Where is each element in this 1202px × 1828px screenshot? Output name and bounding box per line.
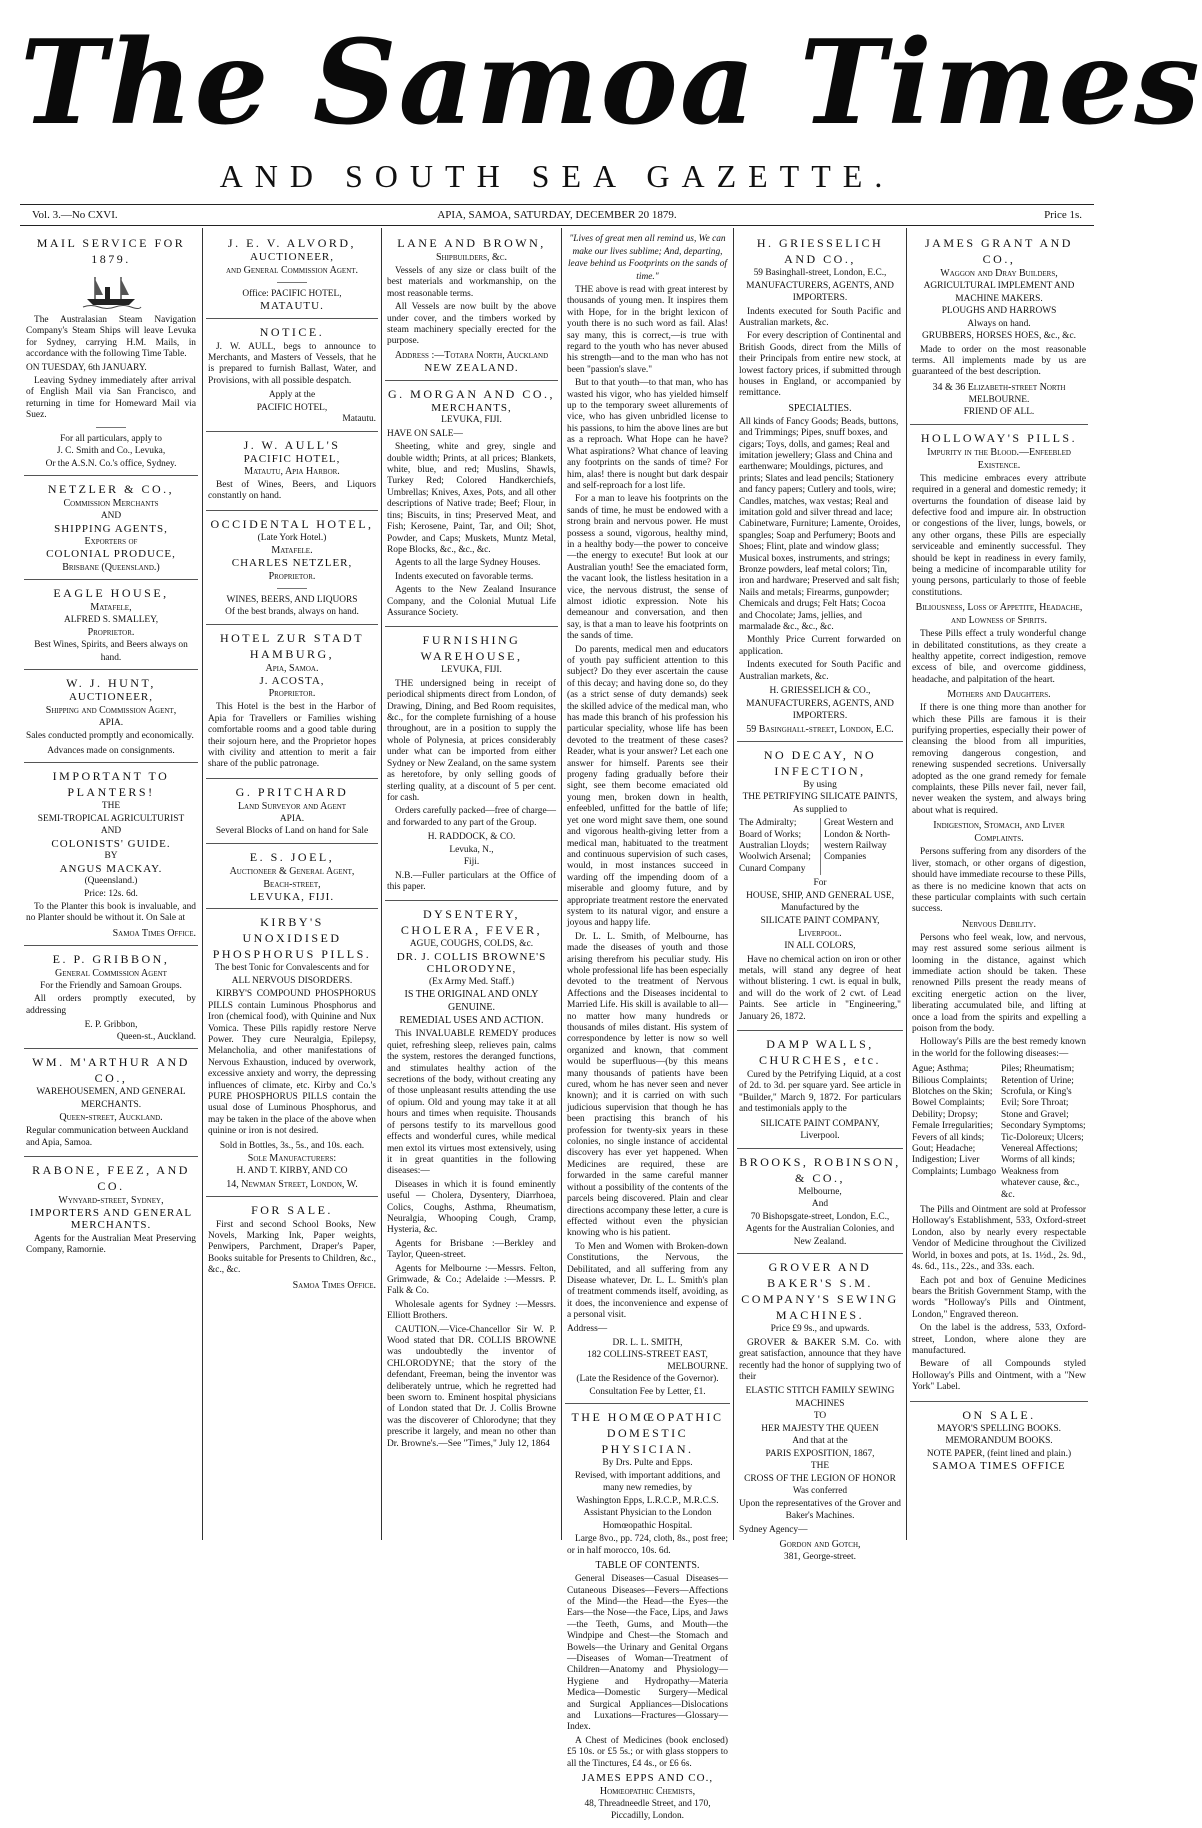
line: 14, Newman Street, London, W. (226, 1178, 358, 1190)
column-1 (24, 230, 198, 1540)
line: SILICATE PAINT COMPANY, (760, 915, 880, 926)
line: Or the A.S.N. Co.'s office, Sydney. (45, 458, 177, 469)
line: MAYOR'S SPELLING BOOKS. (936, 1423, 1062, 1434)
line: MATAUTU. (260, 300, 324, 312)
volume-number: Vol. 3.—No CXVI. (32, 209, 118, 221)
line: IN ALL COLORS, (784, 941, 856, 952)
line: FRIEND OF ALL. (963, 407, 1035, 418)
paragraph: But to that youth—to that man, who has wasted his vigor, who has yielded himself up to the temporary sweet allurements of vice, who has given unbridled license to his passions, to him the above lines are but as a reproach. What Hope can he have? What aspirations? What chance of leaving any footprints on the sands of time? For him, alas! there is nought but dark despair and self-reproach for a lost life. (567, 378, 728, 491)
line: (Late the Residence of the Governor). (576, 1374, 719, 1385)
line: ALFRED S. SMALLEY, (63, 614, 159, 625)
ad-chlorodyne (385, 901, 558, 1457)
price: Price 1s. (1044, 209, 1082, 221)
line: Biliousness, Loss of Appetite, Headache, and Lowness of Spirits. (915, 602, 1083, 627)
line: PARIS EXPOSITION, 1867, (765, 1448, 875, 1459)
line: (Late York Hotel.) (257, 532, 327, 543)
paragraph: First and second School Books, New Novels, Marking Ink, Paper weights, Penwipers, Parchment, Draper's Paper, Books suitable for Presents to Children, &c., &c., &c. (208, 1219, 376, 1276)
line: Address— (567, 1323, 608, 1334)
line: Liverpool. (798, 928, 842, 940)
line: 70 Bishopsgate-street, London, E.C., (750, 1211, 890, 1222)
ad-on-sale (910, 1402, 1088, 1478)
line: Office: PACIFIC HOTEL, (242, 288, 342, 299)
divider (277, 282, 307, 283)
line: MERCHANTS. (80, 1099, 142, 1110)
line: Impurity in the Blood.—Enfeebled Existence. (927, 446, 1071, 471)
line: COLONISTS' GUIDE. (51, 837, 171, 850)
ad-hunt (24, 670, 198, 763)
line: Sales conducted promptly and economically. (26, 731, 194, 742)
line: Upon the representatives of the Grover and Baker's Machines. (739, 1498, 901, 1522)
ad-heading: WM. M'ARTHUR AND CO., (32, 1055, 190, 1086)
line: For (813, 878, 827, 889)
dateline (20, 204, 1094, 226)
line: IMPORTERS AND GENERAL MERCHANTS. (29, 1206, 193, 1232)
line: MANUFACTURERS, AGENTS, AND IMPORTERS. (746, 280, 894, 303)
disease-list (912, 1062, 1086, 1203)
paragraph: To the Planter this book is invaluable, and no Planter should be without it. On Sale at (26, 902, 196, 924)
ad-notice (206, 319, 378, 432)
line: WAREHOUSEMEN, AND GENERAL (36, 1087, 186, 1098)
line: Fiji. (463, 857, 480, 868)
line: SPECIALTIES. (788, 402, 852, 414)
line: MACHINE MAKERS. (955, 293, 1043, 304)
line: Manufactured by the (780, 903, 860, 914)
ad-heading: NOTICE. (259, 324, 325, 339)
divider (96, 427, 126, 428)
line: SILICATE PAINT COMPANY, (760, 1118, 880, 1129)
line: H. AND T. KIRBY, AND CO (236, 1166, 348, 1177)
ad-heading: DAMP WALLS, CHURCHES, etc. (759, 1037, 881, 1068)
paragraph: Vessels of any size or class built of the best materials and workmanship, on the most reasonable terms. (387, 266, 556, 299)
ad-furnishing-warehouse (385, 627, 558, 901)
paragraph: A Chest of Medicines (book enclosed) £5 10s. or £5 5s.; or with glass stoppers to all the Tinctures, £4 4s., or £6 6s. (567, 1735, 728, 1769)
ad-heading: OCCIDENTAL HOTEL, (210, 516, 374, 531)
column-rule (202, 228, 203, 1540)
paragraph: All orders promptly executed, by addressing (26, 994, 196, 1016)
line: AGUE, COUGHS, COLDS, &c. (409, 939, 534, 950)
paragraph: THE above is read with great interest by thousands of young men. It inspires them with Hope, for in the bright lexicon of youth there is no such word as fail. Alas! say many, this is correct,—is true with regard to the youth who has never abused his strength—and to the man who has not been "passion's slave." (567, 285, 728, 375)
line: Commission Merchants (63, 498, 159, 510)
line: AND (100, 511, 122, 522)
paragraph: Persons who feel weak, low, and nervous, may rest assured some serious ailment is looming in the distance, against which immediate action should be taken. These renowned Pills present the ready means of exciting energetic action on the liver, liberating accumulated bile, and lifting at once a load from the spirits and expelling a poison from the body. (912, 932, 1086, 1034)
masthead (0, 0, 1202, 200)
line: PACIFIC HOTEL, (243, 452, 341, 465)
ad-heading: NO DECAY, NO INFECTION, (763, 747, 877, 778)
ad-mail-service (24, 230, 198, 476)
paragraph: Best of Wines, Beers, and Liquors constantly on hand. (208, 480, 376, 502)
line: LEVUKA, FIJI. (249, 890, 335, 903)
line: SEMI-TROPICAL AGRICULTURIST (37, 813, 185, 824)
line: AUCTIONEER, (249, 251, 335, 263)
column-rule (381, 228, 382, 1540)
line: THE (101, 801, 121, 812)
line: MEMORANDUM BOOKS. (945, 1436, 1053, 1447)
line: SHIPPING AGENTS, (54, 522, 168, 535)
line: Assistant Physician to the London Homœopathic Hospital. (583, 1508, 712, 1531)
ad-griesselich (737, 230, 903, 742)
column-rule (561, 228, 562, 1540)
newspaper-subtitle: AND SOUTH SEA GAZETTE. (219, 158, 895, 194)
paragraph: Agents to all the large Sydney Houses. (395, 558, 541, 569)
ad-planters (24, 763, 198, 946)
line: 59 Basinghall-street, London, E.C., (753, 268, 887, 278)
line: Waggon and Dray Builders, (940, 268, 1058, 279)
ad-dr-smith (565, 230, 730, 1404)
line: COLONIAL PRODUCE, (46, 548, 176, 561)
line: AND (100, 826, 122, 837)
line: Always on hand. (967, 318, 1031, 329)
ad-brooks-robinson (737, 1149, 903, 1255)
paragraph: J. W. AULL, begs to announce to Merchants, and Masters of Vessels, that he is prepared to furnish Ballast, Water, and Provisions, with all possible despatch. (208, 341, 376, 386)
line: Proprietor. (87, 627, 135, 639)
ad-heading: RABONE, FEEZ, AND CO. (32, 1162, 190, 1193)
line: Proprietor. (268, 570, 316, 582)
line: E. P. Gribbon, (84, 1020, 138, 1031)
paragraph: Agents for Brisbane :—Berkley and Taylor, Queen-street. (387, 1238, 556, 1261)
paragraph: GROVER & BAKER S.M. Co. with great satisfaction, announce that they have recently had the honor of supplying two of their (739, 1337, 901, 1382)
line: MANUFACTURERS, AGENTS, AND IMPORTERS. (746, 698, 894, 722)
line: Shipbuilders, &c. (435, 252, 507, 263)
line: HOUSE, SHIP, AND GENERAL USE, (746, 890, 894, 901)
line: Sydney Agency— (739, 1524, 808, 1535)
paragraph: Each pot and box of Genuine Medicines bears the British Government Stamp, with the words "Holloway's Pills and Ointment, London," Engraved thereon. (912, 1275, 1086, 1320)
column-5 (737, 230, 903, 1563)
divider (277, 588, 307, 589)
ad-heading: EAGLE HOUSE, (53, 585, 169, 600)
line: Exporters of (84, 536, 138, 548)
line: Homœopathic Chemists, (599, 1785, 696, 1797)
paragraph: Leaving Sydney immediately after arrival of English Mail via San Francisco, and returning in time for Homeward Mail via Suez. (26, 376, 196, 421)
paragraph: Made to order on the most reasonable terms. All implements made by us are guaranteed of the best description. (912, 344, 1086, 378)
line: SAMOA TIMES OFFICE (932, 1460, 1066, 1473)
line: HAVE ON SALE— (387, 428, 463, 439)
line: Wynyard-street, Sydney, (58, 1194, 164, 1206)
line: Samoa Times Office. (292, 1279, 376, 1291)
line: Matautu, Apia Harbor. (244, 466, 340, 478)
ad-heading: MAIL SERVICE FOR 1879. (36, 236, 186, 266)
line: LEVUKA, FIJI. (441, 665, 502, 676)
poem: "Lives of great men all remind us, We can make our lives sublime; And, departing, leave behind us Footprints on the sands of time." (567, 234, 728, 282)
line: Matafele. (271, 545, 313, 557)
paragraph: Indents executed for South Pacific and Australian markets, &c. (739, 660, 901, 682)
line: Best Wines, Spirits, and Beers always on hand. (34, 640, 188, 663)
client-list-left: The Admiralty; Board of Works; Australian Lloyds; Woolwich Arsenal; Cunard Company (739, 818, 811, 874)
line: The best Tonic for Convalescents and for (214, 963, 370, 974)
paragraph: Agents for the Australian Meat Preserving Company, Ramornie. (26, 1233, 196, 1256)
line: Nervous Debility. (961, 918, 1037, 930)
client-list-right: Great Western and London & North-western Railway Companies (820, 818, 901, 875)
paragraph: For every description of Continental and British Goods, direct from the Mills of their Principals from entire new stock, at lowest factory prices, if submitted through houses in England, or accompanied by remittance. (739, 331, 901, 399)
ad-heading: DYSENTERY, CHOLERA, FEVER, (400, 907, 543, 938)
ad-heading: HOTEL ZUR STADT HAMBURG, (219, 630, 365, 661)
paragraph: On the label is the address, 533, Oxford-street, London, where alone they are manufactured. (912, 1323, 1086, 1356)
line: MERCHANTS, (431, 401, 512, 414)
paragraph: Indents executed on favorable terms. (395, 571, 534, 582)
ad-heading: E. S. JOEL, (249, 849, 335, 864)
line: JAMES EPPS AND CO., (581, 1772, 714, 1785)
line: and General Commission Agent. (225, 264, 359, 276)
ad-marthur (24, 1049, 198, 1157)
ad-james-grant (910, 230, 1088, 425)
paragraph: This Hotel is the best in the Harbor of Apia for Travellers or Families wishing comfortable rooms and a good table during their sojourn here, and the Proprietor hopes with civility and attention to merit a fair share of the public patronage. (208, 702, 376, 770)
ad-netzler (24, 476, 198, 580)
paragraph: THE undersigned being in receipt of periodical shipments direct from London, of Drawing, Dining, and Bed Room requisites, &c., for the complete furnishing of a house throughout, are in a position to supply the whole of Polynesia, at prices considerably under what can be imported from either Sydney or New Zealand, on the same system as heretofore, by only selling goods of sterling quality, at a discount of 5 per cent. for cash. (387, 678, 556, 803)
ad-morgan (385, 381, 558, 628)
place-and-date: APIA, SAMOA, SATURDAY, DECEMBER 20 1879. (437, 209, 677, 221)
line: Liverpool. (800, 1131, 840, 1142)
line: MELBOURNE. (968, 394, 1030, 405)
line: Auctioneer & General Agent, (229, 865, 355, 877)
line: Address :—Totara North, Auckland (394, 349, 549, 361)
line: Indigestion, Stomach, and Liver Complaints. (933, 820, 1065, 845)
line: THE PETRIFYING SILICATE PAINTS, (742, 792, 898, 803)
ad-holloways-pills (910, 425, 1088, 1402)
ad-rabone (24, 1157, 198, 1264)
line: Beach-street, (263, 878, 321, 890)
line: 59 Basinghall-street, London, E.C. (746, 723, 894, 735)
paragraph: For a man to leave his footprints on the sands of time, he must be endowed with a strong brain and nervous power. He must possess a sound, vigorous, healthy mind, in a healthy body—the power to conceive—the energy to execute! But look at our Australian youth! See the emaciated form, the vacant look, the listless hesitation in a vice, the nervous distrust, the sense of almost idiotic expression. Note his demeanour and conversation, and then say, is that a man to leave his footprints on the sands of time. (567, 494, 728, 642)
ad-heading: BROOKS, ROBINSON, & CO., (739, 1154, 901, 1185)
paragraph: Wholesale agents for Sydney :—Messrs. Elliott Brothers. (387, 1299, 556, 1322)
ad-heading: NETZLER & CO., (47, 482, 175, 497)
ad-for-sale (206, 1197, 378, 1297)
ad-heading: FOR SALE. (251, 1202, 333, 1217)
ad-silicate-paints (737, 742, 903, 1031)
line: ELASTIC STITCH FAMILY SEWING MACHINES (745, 1386, 895, 1409)
line: By using (803, 779, 837, 790)
line: LEVUKA, FIJI. (441, 415, 502, 426)
newspaper-title: The Samoa Times (20, 15, 1202, 151)
line: For the Friendly and Samoan Groups. (40, 980, 182, 991)
ad-lane-and-brown (385, 230, 558, 381)
line: BY (104, 851, 118, 862)
line: General Commission Agent (55, 967, 167, 979)
ad-alvord (206, 230, 378, 319)
line: Consultation Fee by Letter, £1. (589, 1386, 706, 1397)
line: TO (813, 1411, 827, 1422)
line: Matafele, (90, 601, 132, 613)
column-rule (733, 228, 734, 1540)
line: For all particulars, apply to (60, 433, 162, 444)
paragraph: Beware of all Compounds styled Holloway's Pills and Ointment, with a "New York" Label. (912, 1359, 1086, 1393)
paragraph: Agents for Melbourne :—Messrs. Felton, Grimwade, & Co.; Adelaide :—Messrs. P. Falk & Co. (387, 1263, 556, 1297)
line: As supplied to (792, 804, 848, 815)
ad-damp-walls (737, 1031, 903, 1149)
line: Revised, with important additions, and many new remedies, by (574, 1470, 721, 1494)
paragraph: The Australasian Steam Navigation Company's Steam Ships will leave Levuka for Sydney, carrying H.M. Mails, in accordance with the following Time Table. (26, 315, 196, 360)
line: By Drs. Pulte and Epps. (602, 1458, 693, 1469)
line: H. GRIESSELICH & CO., (769, 686, 871, 697)
ad-gribbon (24, 946, 198, 1049)
paragraph: To Men and Women with Broken-down Constitutions, the Nervous, the Debilitated, and all suffering from any Disease whatever, Dr. L. L. Smith's plan of treatment commends itself, avoiding, as it does, the inconvenience and expense of a personal visit. (567, 1241, 728, 1321)
line: Was conferred (792, 1486, 848, 1497)
line: GRUBBERS, HORSES HOES, &c., &c. (922, 331, 1076, 341)
ad-hotel-zur-stadt-hamburg (206, 625, 378, 779)
line: And that at the (792, 1436, 848, 1447)
line: Price: 12s. 6d. (84, 888, 138, 899)
line: IS THE ORIGINAL AND ONLY GENUINE. (404, 989, 539, 1014)
line: CROSS OF THE LEGION OF HONOR (744, 1473, 896, 1484)
steamship-icon (81, 273, 141, 309)
goods-list: Sheeting, white and grey, single and double width; Prints, at all prices; Blankets, white, blue, and red; Muslins, Shawls, Turkey Red; Colored Handkerchiefs, Umbrellas; Knives, Axes, Pots, and all other descriptions of Native trade; Beef; Flour, in tins; Biscuits, in tins; Preserved Meat, and Fish; Kerosene, Paint, Tar, and Oil; Shot, Powder, and Caps; Muskets, Muntz Metal, Rope Blocks, &c., &c., &c. (387, 442, 556, 555)
ad-heading: LANE AND BROWN, (397, 236, 546, 250)
paragraph: Dr. L. L. Smith, of Melbourne, has made the diseases of youth and those arising therefrom his peculiar study. His whole professional life has been especially devoted to the treatment of Nervous Affections and the Diseases incidental to Married Life. His skill is available to all—no matter how many hundreds or thousands of miles distant. His system of correspondence by letter is now so well organized and known, that comment would be superfluous—(by this means many thousands of patients have been cured, whom he has never seen and never known); and it is carried on with such judicious supervision that though he has been practising this branch of his profession for twenty-six years in these colonies, no single instance of accidental discovery has ever yet happened. When Medicines are required, these are forwarded in the same careful manner without a possibility of the contents of the parcels being discovered. Plain and clear directions accompany these letter, a cure is effected without even the physician knowing who is his patient. (567, 931, 728, 1239)
line: 182 COLLINS-STREET EAST, (587, 1350, 708, 1361)
paragraph: Diseases in which it is found eminently useful — Cholera, Dysentery, Diarrhoea, Colics, Coughs, Asthma, Rheumatism, Neuralgia, Whooping Cough, Cramp, Hysteria, &c. (387, 1179, 556, 1236)
line: 48, Threadneedle Street, and 170, Piccadilly, London. (584, 1798, 711, 1822)
paragraph: Indents executed for South Pacific and Australian markets, &c. (739, 306, 901, 328)
line: DR. L. L. SMITH, (612, 1337, 683, 1348)
line: Melbourne, (798, 1186, 842, 1197)
paragraph: The Pills and Ointment are sold at Professor Holloway's Establishment, 533, Oxford-street London, also by nearly every respectable Vendor of Medicine throughout the Civilized World, in boxes and pots, at 1s. 1½d., 2s. 9d., 4s. 6d., 11s., 22s., and 33s. each. (912, 1205, 1086, 1273)
line: Queen-street, Auckland. (59, 1112, 163, 1124)
line: NOTE PAPER, (feint lined and plain.) (926, 1448, 1072, 1459)
line: Land Surveyor and Agent (237, 800, 347, 812)
line: DR. J. COLLIS BROWNE'S CHLORODYNE, (396, 950, 547, 976)
column-rule (906, 228, 907, 1540)
line: CHARLES NETZLER, (231, 557, 353, 570)
line: 381, George-street. (784, 1552, 856, 1563)
ad-joel (206, 844, 378, 910)
line: AUCTIONEER, (68, 691, 154, 704)
ad-eagle-house (24, 580, 198, 671)
line: Sole Manufacturers: (247, 1153, 337, 1165)
line: Several Blocks of Land on hand for Sale (215, 826, 369, 837)
paragraph: Large 8vo., pp. 724, cloth, 8s., post free; or in half morocco, 10s. 6d. (567, 1534, 728, 1556)
line: Sold in Bottles, 3s., 5s., and 10s. each. (219, 1140, 365, 1151)
paragraph: Agents to the New Zealand Insurance Company, and the Colonial Mutual Life Assurance Society. (387, 585, 556, 618)
ad-grover-and-baker (737, 1254, 903, 1569)
line: ANGUS MACKAY. (59, 862, 163, 875)
line: Apply at the (268, 390, 316, 401)
line: And (811, 1199, 829, 1210)
ad-heading: THE HOMŒOPATHIC DOMESTIC PHYSICIAN. (571, 1410, 724, 1457)
line: Mothers and Daughters. (947, 689, 1051, 701)
paragraph: If there is one thing more than another for which these Pills are famous it is their purifying properties, especially their power of cleansing the blood from all impurities, removing dangerous congestion, and renewing suspended secretions. Universally adopted as the one grand remedy for female complaints, these Pills never fail, never fail, never weaken the system, and always bring about what is required. (912, 703, 1086, 816)
paragraph: Cured by the Petrifying Liquid, at a cost of 2d. to 3d. per square yard. See article in "Builder," March 9, 1872. For particulars and testimonials apply to the (739, 1070, 901, 1115)
line: THE (810, 1461, 830, 1472)
paragraph: This medicine embraces every attribute required in a general and domestic remedy; it overturns the foundation of disease laid by defective food and impure air. In obstruction or congestions of the liver, lungs, bowels, or any other organs, these Pills are especially serviceable and eminently successful. They should be kept in readiness in every family, being a medicine of incomparable utility for young persons, particularly to those of feeble constitutions. (912, 473, 1086, 598)
ad-heading: G. MORGAN AND CO., (387, 386, 555, 401)
line: Gordon and Gotch, (779, 1539, 861, 1551)
line: MELBOURNE. (667, 1361, 728, 1372)
ad-pritchard (206, 779, 378, 844)
column-2 (206, 230, 378, 1540)
paragraph: KIRBY'S COMPOUND PHOSPHORUS PILLS contain Luminous Phosphorus and Iron (chemical food), with Quinine and Nux Vomica. These Pills rapidly restore Nerve Power. They cure Neuralgia, Epilepsy, Melancholia, and other manifestations of Nervous Exhaustion, induced by overwork, excessive anxiety and worry, the depressing influences of climate, etc. Kirby and Co.'s PURE PHOSPHORUS PILLS contain the usual dose of Luminous Phosphorus, and may be taken in the place of the above when quinine or iron is not desired. (208, 989, 376, 1137)
ad-kirby-pills (206, 909, 378, 1196)
line: Advances made on consignments. (47, 745, 175, 756)
line: HER MAJESTY THE QUEEN (761, 1423, 879, 1434)
line: REMEDIAL USES AND ACTION. (399, 1015, 544, 1027)
paragraph: Monthly Price Current forwarded on application. (739, 635, 901, 657)
line: ALL NERVOUS DISORDERS. (231, 975, 353, 986)
ad-heading: GROVER AND BAKER'S S.M. COMPANY'S SEWING MACHINES. (741, 1260, 899, 1323)
disease-list-left: Ague; Asthma; Bilious Complaints; Blotches on the Skin; Bowel Complaints; Debility; Dropsy; Female Irregularities; Fevers of all kinds; Gout; Headache; Indigestion; Liver Complaints; Lumbago (912, 1064, 997, 1177)
disease-list-right: Piles; Rheumatism; Retention of Urine; Scrofula, or King's Evil; Sore Throat; Stone and Gravel; Secondary Symptoms; Tic-Doloreux; Ulcers; Venereal Affections; Worms of all kinds; Weakness from whatever cause, &c., &c. (1001, 1064, 1086, 1200)
line: Apia, Samoa. (265, 662, 319, 674)
line: NEW ZEALAND. (424, 362, 519, 375)
line: (Queensland.) (84, 876, 138, 887)
line: Brisbane (Queensland.) (62, 561, 160, 573)
ad-heading: HOLLOWAY'S PILLS. (920, 430, 1078, 445)
ad-heading: J. E. V. ALVORD, (227, 236, 357, 250)
ad-heading: G. PRITCHARD (235, 784, 349, 799)
column-6 (910, 230, 1088, 1540)
paragraph: Do parents, medical men and educators of youth pay sufficient attention to this subject? Do they ever ascertain the cause of this decay; and having done so, do they (as a strict sense of duty demands) seek the skilled advice of the medical man, who has made this branch of his profession his particular speciality, whose life has been devoted to the treatment of these cases? Reader, what is your answer? Let each one answer for himself. Parents see their progeny fading gradually before their sight, see them become emaciated old young men, broken down in health, enfeebled, unfitted for the battle of life; yet one word might save them, one sound and vigorous health-giving letter from a medical man, habituated to the treatment and continuous supervision of such cases, would, in most instances succeed in warding off the impending doom of a miserable and gloomy future, and by appropriate treatment restore the enervated system to its natural vigor, and ensure a joyous and happy life. (567, 644, 728, 929)
line: H. RADDOCK, & CO. (427, 832, 516, 843)
paragraph: Persons suffering from any disorders of the liver, stomach, or other organs of digestion, should have immediate recourse to these Pills, as there is no medicine known that acts on these particular complaints with such certain success. (912, 847, 1086, 915)
ad-heading: FURNISHING WAREHOUSE, (420, 633, 523, 664)
goods-list: All kinds of Fancy Goods; Beads, buttons, and Trimmings; Pipes, snuff boxes, and cigars; Toys, dolls, and games; Real and imitation jewellery; Glass and China and earthenware; Mouldings, pictures, and prints; Slates and lead pencils; Stationery and fancy papers; Cutlery and tools, wire; Candles, matches, wax vestas; Real and imitation gold and silver thread and lace; Cabinetware, Furniture; Lamente, Oroides, spangles; Soap and Perfumery; Boots and Shoes; Flint, plate and window glass; Musical boxes, instruments, and strings; Bronze powders, leaf metal colors; Tin, iron and hardware; Preserved and salt fish; Nails and metals; Firearms, gunpowder; Chemicals and drugs; Felt Hats; Cocoa and Chocolate; Jams, jellies, and marmalade &c., &c., &c. (739, 416, 901, 633)
line: (Ex Army Med. Staff.) (429, 976, 514, 987)
line: Samoa Times Office. (112, 927, 196, 939)
line: Washington Epps, L.R.C.P., M.R.C.S. (576, 1495, 719, 1506)
paragraph: All Vessels are now built by the above under cover, and the timbers worked by steam machinery specially erected for the purpose. (387, 302, 556, 347)
line: Queen-st., Auckland. (116, 1031, 196, 1042)
ad-occidental-hotel (206, 511, 378, 625)
paragraph: N.B.—Fuller particulars at the Office of this paper. (387, 870, 556, 893)
paragraph: Orders carefully packed—free of charge—and forwarded to any part of the Group. (387, 806, 556, 828)
line: Matautu. (342, 414, 376, 425)
line: Price £9 9s., and upwards. (770, 1324, 870, 1335)
line: 34 & 36 Elizabeth-street North (932, 381, 1066, 393)
line: TABLE OF CONTENTS. (595, 1560, 700, 1572)
line: APIA. (98, 717, 124, 728)
paragraph: Have no chemical action on iron or other metals, will stand any degree of heat without blistering. 1 cwt. is equal in bulk, and will do the work of 2 cwt. of Lead Paints. See article in "Engineering," January 26, 1872. (739, 954, 901, 1022)
paragraph: General Diseases—Casual Diseases—Cutaneous Diseases—Fevers—Affections of the Mind—the Head—the Eyes—the Ears—the Nose—the Face, Lips, and Jaws—the Teeth, Gums, and Mouth—the Windpipe and Chest—the Stomach and Bowels—the Urinary and Genital Organs—Diseases of Woman—Treatment of Children—Anatomy and Physiology—Hygiene and Hydropathy—Materia Medica—Domestic Surgery—Medical and Surgical Appliances—Dislocations and Luxations—Fractures—Glossary—Index. (567, 1574, 728, 1733)
client-list (739, 816, 901, 877)
line: Shipping and Commission Agent, (45, 704, 177, 716)
paragraph: This INVALUABLE REMEDY produces quiet, refreshing sleep, relieves pain, calms the system, restores the deranged functions, and stimulates healthy action of the secretions of the body, without creating any of those unpleasant results attending the use of opium. Old and young may take it at all hours and times when requisite. Thousands of persons testify to its marvellous good effects and wonderful cures, while medical men extol its virtues most extensively, using it in great quantities in the following diseases:— (387, 1029, 556, 1177)
paragraph: Holloway's Pills are the best remedy known in the world for the following diseases:— (912, 1037, 1086, 1059)
ad-heading: KIRBY'S UNOXIDISED PHOSPHORUS PILLS. (212, 915, 372, 962)
ad-heading: E. P. GRIBBON, (52, 951, 170, 966)
line: Levuka, N., (449, 844, 494, 855)
line: AGRICULTURAL IMPLEMENT AND (923, 281, 1075, 291)
ad-heading: JAMES GRANT AND CO., (925, 236, 1073, 266)
ad-heading: ON SALE. (962, 1407, 1036, 1422)
ad-heading: H. GRIESSELICH AND CO., (756, 236, 884, 266)
ad-homoeopathic-physician (565, 1404, 730, 1827)
ad-heading: W. J. HUNT, (66, 676, 156, 691)
line: Regular communication between Auckland and Apia, Samoa. (26, 1126, 189, 1148)
column-4 (565, 230, 730, 1822)
column-3 (385, 230, 558, 1540)
paragraph: CAUTION.—Vice-Chancellor Sir W. P. Wood stated that DR. COLLIS BROWNE was undoubtedly the inventor of CHLORODYNE; that the story of the defendant, Freeman, being the inventor was deliberately untrue, which he regretted had been sworn to. Eminent hospital physicians of London stated that Dr. J. Collis Browne was the discoverer of Chlorodyne; that they prescribe it largely, and mean no other than Dr. Browne's.—See "Times," July 12, 1864 (387, 1324, 556, 1449)
line: PACIFIC HOTEL, (256, 402, 328, 413)
ad-aull-hotel (206, 432, 378, 511)
ad-heading: J. W. AULL'S (243, 437, 341, 452)
line: J. ACOSTA, (259, 674, 325, 687)
ad-heading: IMPORTANT TO PLANTERS! (52, 769, 170, 800)
line: J. C. Smith and Co., Levuka, (56, 446, 166, 457)
line: Proprietor. (268, 688, 316, 700)
paragraph: ON TUESDAY, 6th JANUARY. (26, 362, 147, 373)
line: PLOUGHS AND HARROWS (941, 306, 1057, 316)
line: Agents for the Australian Colonies, and New Zealand. (745, 1224, 895, 1247)
line: APIA. (279, 813, 305, 824)
paragraph: These Pills effect a truly wonderful change in debilitated constitutions, as they create a healthy appetite, correct indigestion, remove excess of bile, and overcome giddiness, headache, and palpitation of the heart. (912, 629, 1086, 685)
line: WINES, BEERS, AND LIQUORS (226, 594, 358, 605)
line: Of the best brands, always on hand. (225, 607, 359, 618)
